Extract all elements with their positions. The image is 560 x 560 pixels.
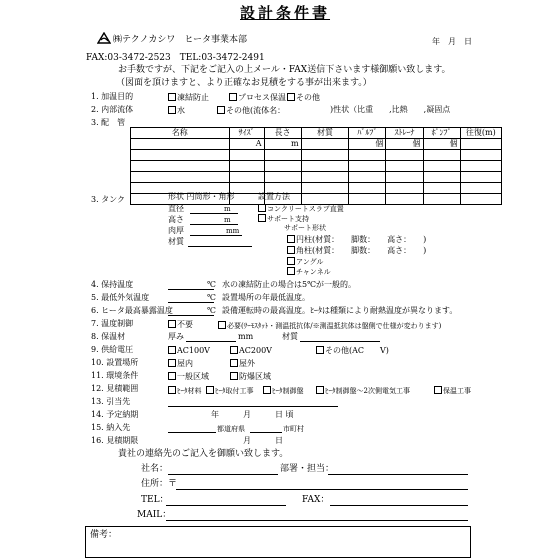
checkbox[interactable] [287, 257, 295, 265]
scope-opt-electrical[interactable]: ﾋｰﾀ制御盤～2次側電気工事 [316, 386, 410, 395]
table-cell[interactable] [131, 172, 230, 183]
delivery-day: 日 頃 [275, 410, 294, 419]
allocation-label: 13. 引当先 [91, 397, 131, 406]
contact-mail-field[interactable] [166, 520, 468, 521]
checkbox[interactable] [218, 321, 226, 329]
location-opt-outdoor[interactable]: 屋外 [230, 359, 255, 368]
purpose-opt-process[interactable]: プロセス保温 [229, 93, 286, 102]
checkbox[interactable] [287, 93, 295, 101]
city-label: 市町村 [283, 425, 304, 433]
environment-opt-explosion[interactable]: 防爆区域 [230, 372, 271, 381]
support-opt-channel[interactable]: チャンネル [287, 267, 331, 276]
contact-address-label: 住所：〒 [141, 479, 178, 489]
unit-celsius: ℃ [207, 280, 216, 289]
contact-dept-field[interactable] [328, 474, 468, 475]
table-cell[interactable] [349, 161, 386, 172]
hold-temp-label: 4. 保持温度 [91, 280, 134, 289]
checkbox[interactable] [168, 359, 176, 367]
scope-opt-material[interactable]: ﾋｰﾀ材料 [168, 386, 202, 395]
col-roundtrip: 往復(m) [460, 128, 501, 139]
purpose-opt-other[interactable]: その他 [287, 93, 320, 102]
hold-temp-note: 水の凍結防止の場合は5℃が一般的。 [222, 280, 357, 289]
table-cell[interactable] [229, 161, 264, 172]
location-opt-indoor[interactable]: 屋内 [168, 359, 193, 368]
table-cell[interactable] [264, 172, 301, 183]
scope-opt-insulation[interactable]: 保温工事 [434, 386, 471, 395]
table-cell[interactable] [349, 172, 386, 183]
voltage-label: 9. 供給電圧 [91, 345, 134, 354]
support-shape-title: サポート形状 [284, 224, 326, 232]
checkbox[interactable] [168, 320, 176, 328]
table-cell[interactable] [229, 172, 264, 183]
contact-address-field[interactable] [176, 489, 468, 490]
table-cell[interactable]: A [229, 139, 264, 150]
table-cell[interactable] [301, 139, 349, 150]
table-cell[interactable] [460, 194, 501, 205]
contact-fax-label: FAX： [302, 495, 330, 505]
tank-diameter-label: 直径 [168, 204, 184, 213]
insulation-label: 8. 保温材 [91, 332, 126, 341]
tank-shape: 形状 円筒形・角形 [168, 192, 235, 201]
install-opt-support[interactable]: サポート支持 [258, 214, 309, 223]
table-cell[interactable] [460, 161, 501, 172]
table-row[interactable] [131, 172, 502, 183]
table-cell[interactable] [460, 172, 501, 183]
insulation-material-label: 材質 [282, 332, 298, 341]
allocation-field[interactable] [168, 406, 338, 407]
contact-company-label: 社名： [141, 464, 169, 474]
quote-deadline-day: 日 [275, 436, 283, 445]
intro-line-1: お手数ですが、下記をご記入の上メール・FAX送信下さいます様御願い致します。 [118, 65, 451, 75]
table-cell[interactable] [301, 194, 349, 205]
checkbox[interactable] [316, 386, 324, 394]
checkbox[interactable] [168, 346, 176, 354]
city-field[interactable] [250, 432, 282, 433]
table-cell[interactable] [131, 139, 230, 150]
table-cell[interactable] [460, 139, 501, 150]
col-valve: ﾊﾞﾙﾌﾞ [349, 128, 386, 139]
delivery-month: 月 [243, 410, 251, 419]
table-cell[interactable] [264, 150, 301, 161]
checkbox[interactable] [258, 204, 266, 212]
col-strainer: ｽﾄﾚｰﾅ [386, 128, 423, 139]
support-opt-square[interactable]: 角柱(材質： 脚数： 高さ： ) [287, 246, 426, 255]
checkbox[interactable] [168, 106, 176, 114]
tank-material-label: 材質 [168, 237, 184, 246]
tank-thickness-label: 肉厚 [168, 226, 184, 235]
contact-tel-label: TEL： [141, 495, 169, 505]
table-cell[interactable] [423, 150, 460, 161]
voltage-opt-other[interactable]: その他(AC V) [316, 346, 389, 355]
min-outdoor-temp-label: 5. 最低外気温度 [91, 293, 150, 302]
col-pump: ﾎﾟﾝﾌﾟ [423, 128, 460, 139]
table-row [131, 128, 502, 139]
max-exposure-temp-field[interactable] [168, 315, 214, 316]
table-cell[interactable] [460, 150, 501, 161]
table-cell[interactable] [423, 161, 460, 172]
contact-company-field[interactable] [168, 474, 278, 475]
voltage-opt-200[interactable]: AC200V [230, 346, 272, 355]
company-logo-icon [97, 32, 111, 44]
unit-celsius: ℃ [207, 293, 216, 302]
contact-fax-field[interactable] [330, 505, 468, 506]
support-opt-round[interactable]: 円柱(材質： 脚数： 高さ： ) [287, 235, 426, 244]
min-outdoor-temp-note: 設置場所の年最低温度。 [222, 293, 310, 302]
voltage-opt-100[interactable]: AC100V [168, 346, 210, 355]
unit-mm: mm [238, 332, 254, 341]
tank-label: 3. タンク [91, 195, 126, 204]
unit-m: m [224, 216, 231, 224]
table-cell[interactable] [301, 172, 349, 183]
checkbox[interactable] [258, 214, 266, 222]
piping-label: 3. 配 管 [91, 118, 126, 127]
temp-control-opt-none[interactable]: 不要 [168, 320, 193, 329]
quote-scope-label: 12. 見積範囲 [91, 384, 139, 393]
checkbox[interactable] [287, 235, 295, 243]
fax-tel-line: FAX:03-3472-2523 TEL:03-3472-2491 [86, 53, 265, 63]
checkbox[interactable] [287, 267, 295, 275]
table-row[interactable] [131, 161, 502, 172]
table-cell[interactable] [423, 194, 460, 205]
insulation-thickness-label: 厚み [168, 332, 184, 341]
table-cell[interactable] [460, 183, 501, 194]
checkbox[interactable] [287, 246, 295, 254]
table-cell[interactable] [349, 183, 386, 194]
scope-opt-panel[interactable]: ﾋｰﾀ制御盤 [263, 386, 304, 395]
insulation-material-field[interactable] [300, 341, 380, 342]
table-cell[interactable] [386, 172, 423, 183]
table-cell[interactable] [264, 161, 301, 172]
table-cell[interactable] [386, 150, 423, 161]
table-cell[interactable] [229, 150, 264, 161]
checkbox[interactable] [217, 106, 225, 114]
prefecture-field[interactable] [168, 432, 216, 433]
col-name: 名称 [131, 128, 230, 139]
checkbox[interactable] [230, 346, 238, 354]
table-cell[interactable] [131, 161, 230, 172]
table-cell[interactable]: 個 [423, 139, 460, 150]
purpose-label: 1. 加温目的 [91, 92, 134, 101]
col-size: ｻｲｽﾞ [229, 128, 264, 139]
quote-deadline-month: 月 [243, 436, 251, 445]
checkbox[interactable] [168, 372, 176, 380]
purpose-opt-freeze[interactable]: 凍結防止 [168, 93, 209, 102]
checkbox[interactable] [434, 386, 442, 394]
table-cell[interactable] [386, 161, 423, 172]
table-cell[interactable]: 個 [386, 139, 423, 150]
page-title: 設計条件書 [240, 4, 331, 22]
tank-thickness-field[interactable] [190, 235, 242, 236]
install-method-title: 設置方法 [258, 192, 290, 201]
fluid-properties: )性状（比重 ,比熱 ,凝固点 [330, 105, 451, 114]
table-cell[interactable] [386, 194, 423, 205]
table-row[interactable] [131, 150, 502, 161]
checkbox[interactable] [230, 372, 238, 380]
delivery-date-label: 14. 予定納期 [91, 410, 139, 419]
support-opt-angle[interactable]: アングル [287, 257, 323, 266]
table-cell[interactable] [301, 183, 349, 194]
checkbox[interactable] [230, 359, 238, 367]
checkbox[interactable] [168, 386, 176, 394]
tank-height-field[interactable] [190, 224, 238, 225]
delivery-year: 年 [211, 410, 219, 419]
checkbox[interactable] [206, 386, 214, 394]
table-cell[interactable] [349, 150, 386, 161]
prefecture-label: 都道府県 [217, 425, 245, 433]
company-name: ㈱テクノカシワ ヒータ事業本部 [113, 35, 248, 45]
min-outdoor-temp-field[interactable] [168, 302, 214, 303]
col-length: 長さ [264, 128, 301, 139]
hold-temp-field[interactable] [168, 289, 214, 290]
environment-label: 11. 環境条件 [91, 371, 139, 380]
max-exposure-temp-note: 設備運転時の最高温度。ﾋｰﾀは種類により耐熱温度が異なります。 [222, 306, 458, 315]
quote-deadline-label: 16. 見積期限 [91, 436, 139, 445]
tank-diameter-field[interactable] [190, 213, 238, 214]
install-opt-slab[interactable]: コンクリートスラブ直置 [258, 204, 344, 213]
checkbox[interactable] [263, 386, 271, 394]
tank-height-label: 高さ [168, 215, 184, 224]
checkbox[interactable] [168, 93, 176, 101]
delivery-place-label: 15. 納入先 [91, 423, 131, 432]
fluid-opt-other[interactable]: その他(流体名： [217, 106, 285, 115]
tank-material-field[interactable] [188, 246, 252, 247]
max-exposure-temp-label: 6. ヒータ最高暴露温度 [91, 306, 173, 315]
checkbox[interactable] [316, 346, 324, 354]
intro-line-2: （図面を頂けますと、より正確なお見積をする事が出来ます。） [116, 78, 372, 88]
checkbox[interactable] [229, 93, 237, 101]
contact-heading: 貴社の連絡先のご記入を御願い致します。 [118, 449, 289, 459]
fluid-label: 2. 内部流体 [91, 105, 134, 114]
temp-control-opt-need[interactable]: 必要(ｻｰﾓｽﾀｯﾄ・測温抵抗体/※測温抵抗体は盤側で仕様が変わります) [218, 321, 441, 330]
remarks-box[interactable] [85, 526, 471, 558]
remarks-label: 備考： [90, 530, 118, 540]
environment-opt-general[interactable]: 一般区域 [168, 372, 209, 381]
location-label: 10. 設置場所 [91, 358, 139, 367]
table-cell[interactable]: m [264, 139, 301, 150]
table-cell[interactable] [301, 161, 349, 172]
contact-mail-label: MAIL： [137, 510, 172, 520]
table-cell[interactable] [386, 183, 423, 194]
contact-tel-field[interactable] [166, 505, 286, 506]
contact-dept-label: 部署・担当： [280, 464, 335, 474]
insulation-thickness-field[interactable] [186, 341, 236, 342]
col-material: 材質 [301, 128, 349, 139]
table-cell[interactable] [131, 150, 230, 161]
temp-control-label: 7. 温度制御 [91, 319, 134, 328]
table-cell[interactable] [423, 183, 460, 194]
fluid-opt-water[interactable]: 水 [168, 106, 185, 115]
unit-m: m [224, 205, 231, 213]
unit-mm: mm [226, 227, 240, 235]
table-cell[interactable]: 個 [349, 139, 386, 150]
date-label: 年 月 日 [432, 37, 472, 46]
unit-celsius: ℃ [207, 306, 216, 315]
table-cell[interactable] [423, 172, 460, 183]
table-row[interactable] [131, 139, 502, 150]
scope-opt-install[interactable]: ﾋｰﾀ取付工事 [206, 386, 254, 395]
table-cell[interactable] [301, 150, 349, 161]
table-cell[interactable] [349, 194, 386, 205]
